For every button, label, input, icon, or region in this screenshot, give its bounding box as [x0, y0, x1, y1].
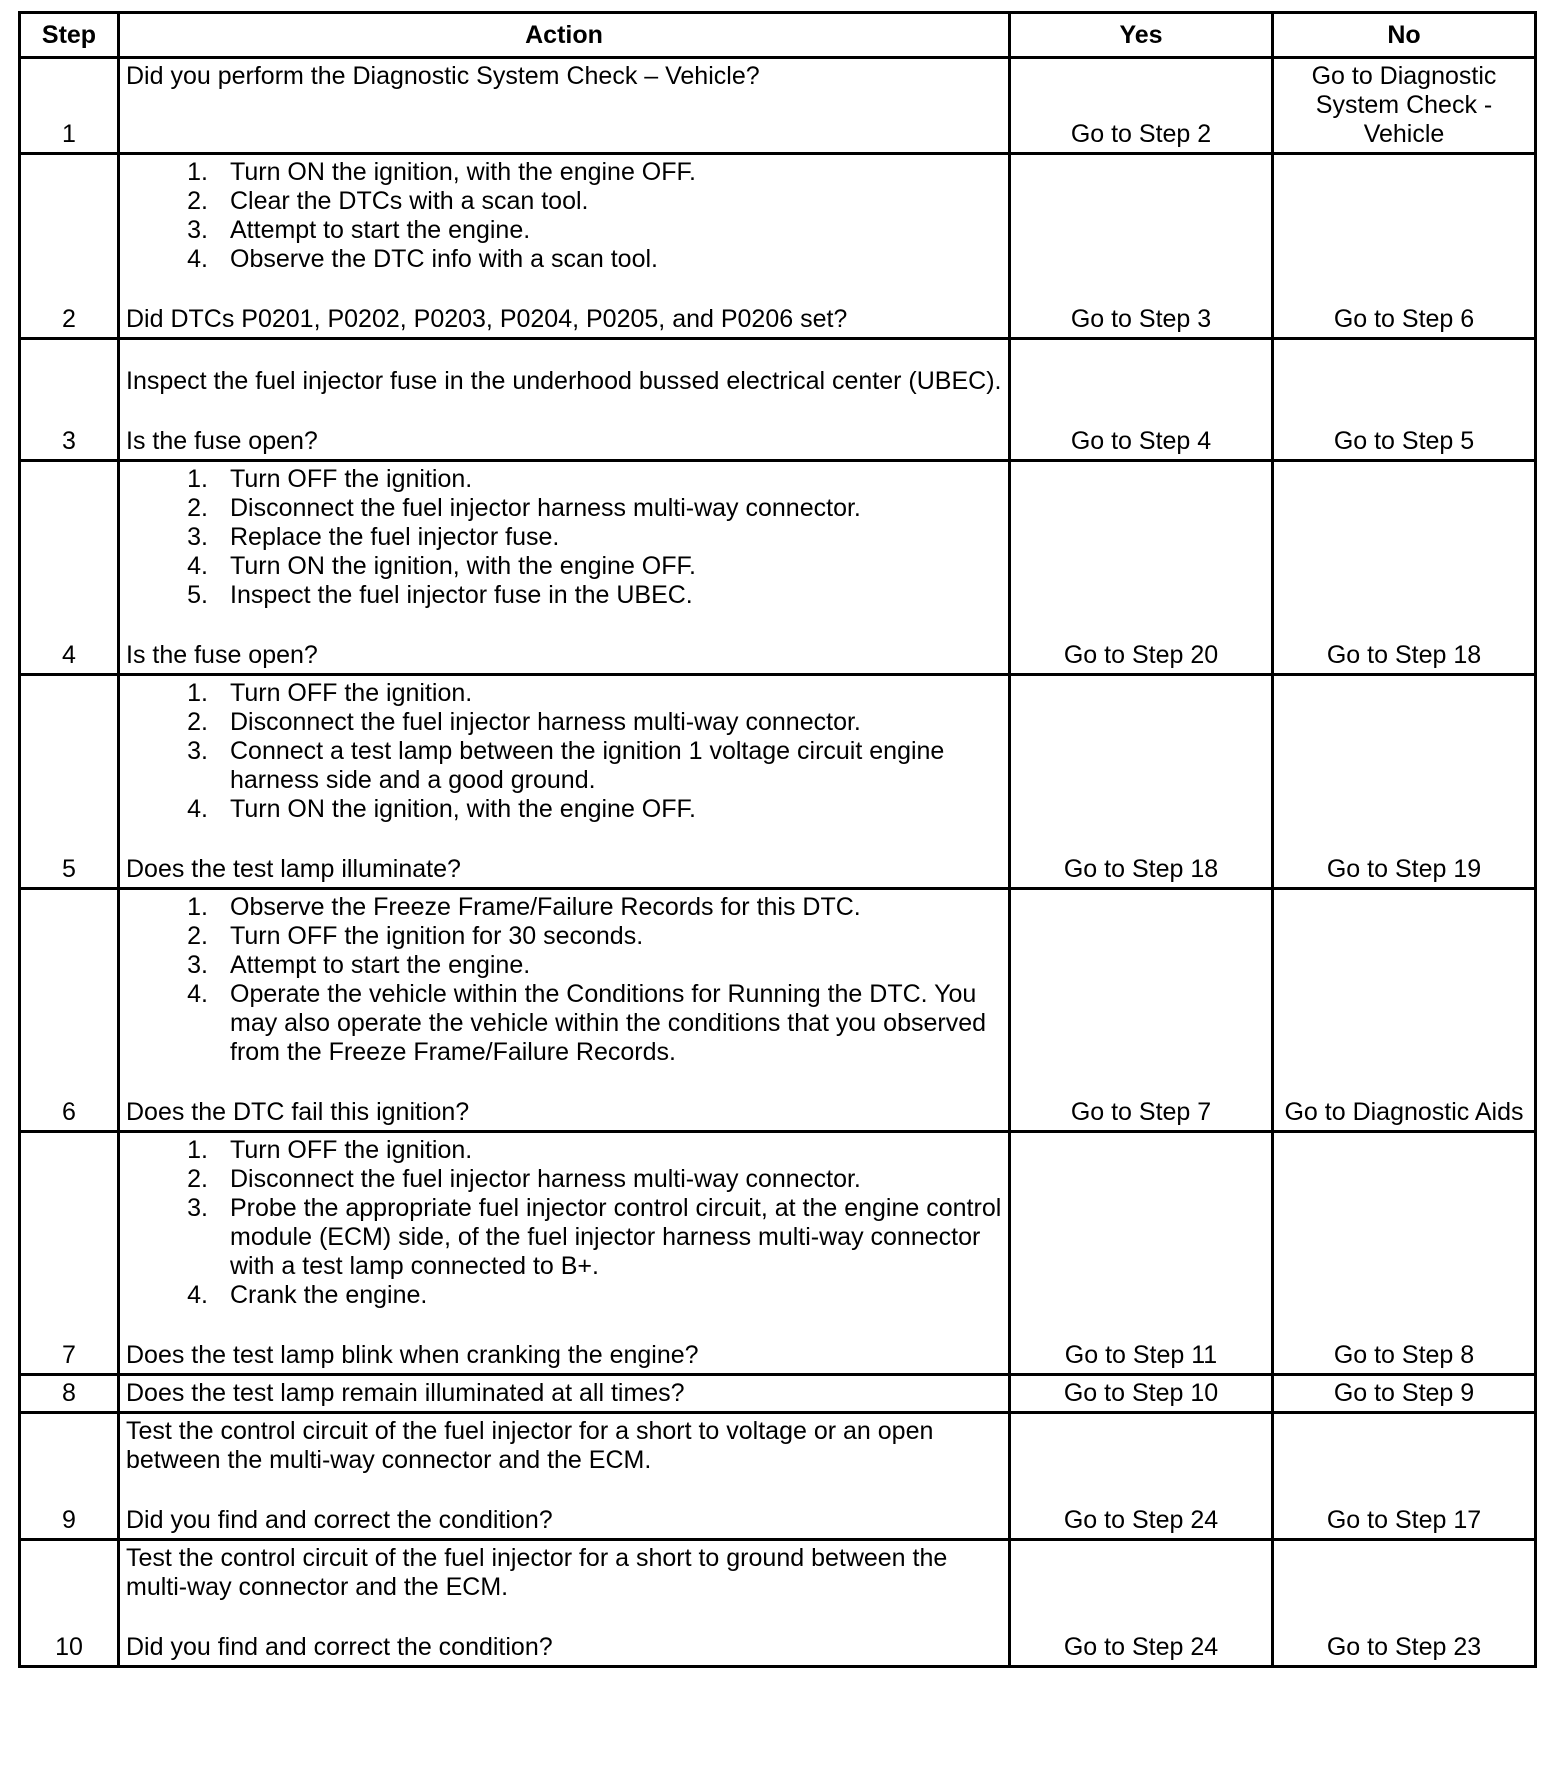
no-result: Go to Diagnostic Aids — [1273, 889, 1536, 1132]
no-result: Go to Step 6 — [1273, 154, 1536, 339]
action-instruction: Inspect the fuel injector fuse in the underhood bussed electrical center (UBEC). — [126, 367, 1002, 395]
list-item-text: Replace the fuel injector fuse. — [230, 523, 560, 551]
table-row — [20, 675, 1536, 889]
list-item-text: Turn OFF the ignition. — [230, 679, 473, 707]
header-action: Action — [119, 13, 1010, 58]
list-item-text: Probe the appropriate fuel injector control circuit, at the engine control module (ECM) side, of the fuel injector harness multi-way connector with a test lamp connected to B+. — [230, 1194, 1002, 1280]
list-item-number: 3. — [187, 1194, 208, 1222]
step-number: 10 — [20, 1540, 119, 1667]
list-item-text: Connect a test lamp between the ignition 1 voltage circuit engine harness side and a good ground. — [230, 737, 945, 794]
action-question: Did you perform the Diagnostic System Check – Vehicle? — [126, 62, 760, 90]
list-item-number: 4. — [187, 1281, 208, 1309]
action-instruction: Test the control circuit of the fuel injector for a short to ground between the multi-way connector and the ECM. — [126, 1544, 948, 1601]
yes-result: Go to Step 11 — [1010, 1132, 1273, 1375]
step-number: 2 — [20, 154, 119, 339]
list-item-number: 2. — [187, 187, 208, 215]
action-cell — [119, 889, 1010, 1132]
header-no: No — [1273, 13, 1536, 58]
list-item-text: Turn ON the ignition, with the engine OFF. — [230, 795, 696, 823]
list-item — [126, 795, 1002, 824]
list-item-text: Disconnect the fuel injector harness multi-way connector. — [230, 494, 861, 522]
list-item — [126, 922, 1002, 951]
list-item-text: Inspect the fuel injector fuse in the UBEC. — [230, 581, 693, 609]
diagnostic-table — [18, 11, 1537, 1668]
list-item-number: 3. — [187, 951, 208, 979]
action-step-list — [126, 465, 1002, 610]
table-row — [20, 1375, 1536, 1413]
list-item-text: Attempt to start the engine. — [230, 951, 531, 979]
list-item-number: 2. — [187, 1165, 208, 1193]
list-item — [126, 893, 1002, 922]
table-row — [20, 461, 1536, 675]
step-number: 9 — [20, 1413, 119, 1540]
list-item — [126, 158, 1002, 187]
action-cell — [119, 1413, 1010, 1540]
list-item — [126, 1165, 1002, 1194]
no-result: Go to Step 17 — [1273, 1413, 1536, 1540]
list-item-text: Observe the DTC info with a scan tool. — [230, 245, 658, 273]
action-question: Did you find and correct the condition? — [126, 1633, 553, 1661]
action-step-list — [126, 893, 1002, 1067]
no-result: Go to Step 5 — [1273, 339, 1536, 461]
list-item-text: Clear the DTCs with a scan tool. — [230, 187, 589, 215]
step-number: 7 — [20, 1132, 119, 1375]
list-item-text: Attempt to start the engine. — [230, 216, 531, 244]
action-question: Does the test lamp illuminate? — [126, 855, 461, 883]
step-number: 1 — [20, 58, 119, 154]
action-cell — [119, 461, 1010, 675]
list-item — [126, 581, 1002, 610]
list-item — [126, 737, 1002, 795]
list-item-text: Turn ON the ignition, with the engine OFF. — [230, 158, 696, 186]
list-item-number: 2. — [187, 494, 208, 522]
action-cell — [119, 58, 1010, 154]
list-item — [126, 523, 1002, 552]
list-item-text: Disconnect the fuel injector harness multi-way connector. — [230, 708, 861, 736]
table-row — [20, 1132, 1536, 1375]
list-item — [126, 1281, 1002, 1310]
list-item — [126, 951, 1002, 980]
list-item — [126, 679, 1002, 708]
action-step-list — [126, 1136, 1002, 1310]
table-row — [20, 154, 1536, 339]
yes-result: Go to Step 10 — [1010, 1375, 1273, 1413]
list-item — [126, 245, 1002, 274]
no-result: Go to Diagnostic System Check - Vehicle — [1273, 58, 1536, 154]
yes-result: Go to Step 3 — [1010, 154, 1273, 339]
list-item-number: 1. — [187, 679, 208, 707]
list-item — [126, 216, 1002, 245]
action-cell — [119, 339, 1010, 461]
list-item — [126, 552, 1002, 581]
list-item-number: 3. — [187, 216, 208, 244]
table-row — [20, 1413, 1536, 1540]
list-item-number: 1. — [187, 158, 208, 186]
list-item — [126, 187, 1002, 216]
no-result: Go to Step 19 — [1273, 675, 1536, 889]
action-question: Did DTCs P0201, P0202, P0203, P0204, P0205, and P0206 set? — [126, 305, 848, 333]
list-item-text: Crank the engine. — [230, 1281, 428, 1309]
table-row — [20, 339, 1536, 461]
list-item — [126, 708, 1002, 737]
action-question: Does the test lamp remain illuminated at all times? — [126, 1379, 685, 1407]
yes-result: Go to Step 18 — [1010, 675, 1273, 889]
action-cell — [119, 154, 1010, 339]
list-item — [126, 494, 1002, 523]
table-row — [20, 1540, 1536, 1667]
step-number: 8 — [20, 1375, 119, 1413]
list-item — [126, 1136, 1002, 1165]
no-result: Go to Step 23 — [1273, 1540, 1536, 1667]
yes-result: Go to Step 2 — [1010, 58, 1273, 154]
list-item-number: 1. — [187, 465, 208, 493]
list-item-text: Observe the Freeze Frame/Failure Records for this DTC. — [230, 893, 861, 921]
action-cell — [119, 1132, 1010, 1375]
list-item-number: 4. — [187, 980, 208, 1008]
header-step: Step — [20, 13, 119, 58]
action-cell — [119, 1540, 1010, 1667]
action-cell — [119, 675, 1010, 889]
action-question: Did you find and correct the condition? — [126, 1506, 553, 1534]
list-item-number: 4. — [187, 245, 208, 273]
list-item-number: 1. — [187, 1136, 208, 1164]
action-question: Is the fuse open? — [126, 641, 318, 669]
action-question: Does the test lamp blink when cranking the engine? — [126, 1341, 699, 1369]
yes-result: Go to Step 24 — [1010, 1413, 1273, 1540]
yes-result: Go to Step 4 — [1010, 339, 1273, 461]
action-question: Is the fuse open? — [126, 427, 318, 455]
step-number: 3 — [20, 339, 119, 461]
step-number: 6 — [20, 889, 119, 1132]
list-item-text: Disconnect the fuel injector harness multi-way connector. — [230, 1165, 861, 1193]
list-item-text: Operate the vehicle within the Conditions for Running the DTC. You may also operate the vehicle within the conditions that you observed from the Freeze Frame/Failure Records. — [230, 980, 987, 1066]
step-number: 4 — [20, 461, 119, 675]
action-question: Does the DTC fail this ignition? — [126, 1098, 470, 1126]
header-yes: Yes — [1010, 13, 1273, 58]
table-row — [20, 58, 1536, 154]
list-item-text: Turn OFF the ignition for 30 seconds. — [230, 922, 644, 950]
action-step-list — [126, 158, 1002, 274]
no-result: Go to Step 9 — [1273, 1375, 1536, 1413]
list-item-number: 2. — [187, 708, 208, 736]
action-cell — [119, 1375, 1010, 1413]
list-item-text: Turn OFF the ignition. — [230, 1136, 473, 1164]
list-item-number: 4. — [187, 552, 208, 580]
no-result: Go to Step 18 — [1273, 461, 1536, 675]
list-item-number: 5. — [187, 581, 208, 609]
list-item — [126, 980, 1002, 1067]
table-row — [20, 889, 1536, 1132]
list-item-text: Turn OFF the ignition. — [230, 465, 473, 493]
list-item-number: 2. — [187, 922, 208, 950]
list-item — [126, 465, 1002, 494]
header-row — [20, 13, 1536, 58]
list-item — [126, 1194, 1002, 1281]
yes-result: Go to Step 24 — [1010, 1540, 1273, 1667]
action-step-list — [126, 679, 1002, 824]
list-item-number: 1. — [187, 893, 208, 921]
list-item-text: Turn ON the ignition, with the engine OFF. — [230, 552, 696, 580]
list-item-number: 3. — [187, 737, 208, 765]
list-item-number: 3. — [187, 523, 208, 551]
list-item-number: 4. — [187, 795, 208, 823]
yes-result: Go to Step 7 — [1010, 889, 1273, 1132]
action-instruction: Test the control circuit of the fuel injector for a short to voltage or an open between the multi-way connector and the ECM. — [126, 1417, 934, 1474]
step-number: 5 — [20, 675, 119, 889]
yes-result: Go to Step 20 — [1010, 461, 1273, 675]
no-result: Go to Step 8 — [1273, 1132, 1536, 1375]
